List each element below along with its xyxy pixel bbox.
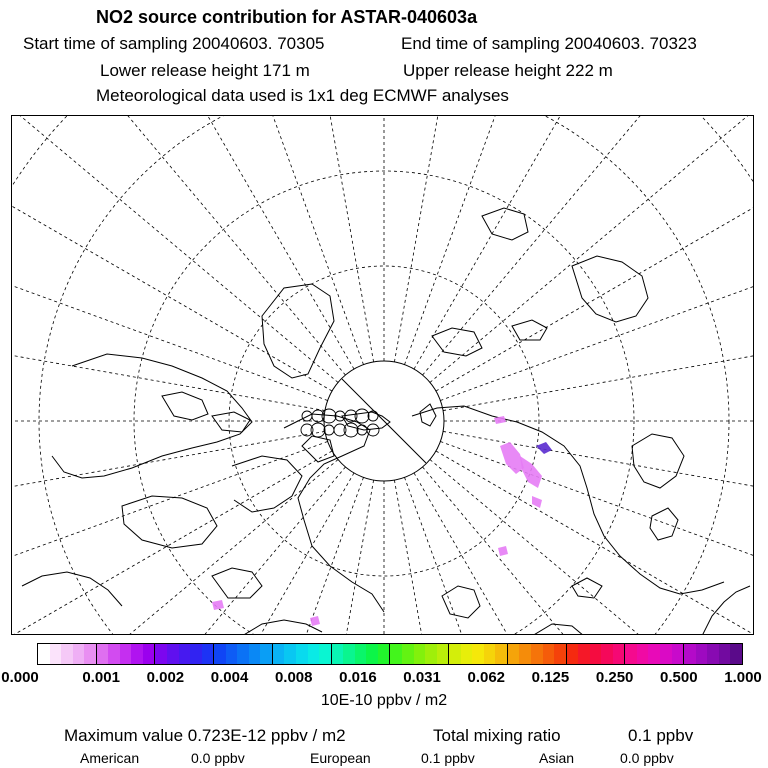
colorbar-tick-label: 0.000: [1, 669, 39, 686]
coastline: [162, 392, 208, 420]
total-mixing-value: 0.1 ppbv: [628, 726, 694, 745]
meridian-line: [12, 116, 338, 382]
colorbar-segment: [155, 644, 167, 664]
colorbar-segment: [260, 644, 273, 664]
european-value: 0.1 ppbv: [421, 750, 475, 766]
coastline: [212, 412, 250, 432]
colorbar-segment: [531, 644, 543, 664]
colorbar-segment: [167, 644, 179, 664]
colorbar-segment: [567, 644, 579, 664]
lat-lon-grid: [12, 116, 753, 634]
source-contribution-areas: [212, 416, 552, 626]
meridian-line: [436, 451, 753, 634]
coastline: [284, 414, 384, 612]
coastline: [442, 586, 480, 618]
colorbar-segment: [590, 644, 602, 664]
meridian-line: [12, 116, 328, 400]
colorbar-segment: [190, 644, 202, 664]
colorbar-segment: [449, 644, 461, 664]
meridian-line: [12, 451, 332, 634]
colorbar-segment: [366, 644, 378, 664]
colorbar-segment: [378, 644, 391, 664]
meridian-line: [12, 467, 345, 634]
colorbar-segment: [273, 644, 285, 664]
maximum-value: Maximum value 0.723E-12 ppbv / m2: [64, 726, 346, 745]
colorbar-segment: [120, 644, 132, 664]
coastline: [650, 508, 678, 540]
colorbar-tick-label: 0.016: [339, 669, 377, 686]
colorbar-segment: [108, 644, 120, 664]
colorbar-tick-label: 0.062: [467, 669, 506, 686]
colorbar-tick-label: 0.500: [660, 669, 698, 686]
colorbar-segment: [696, 644, 708, 664]
latitude-circle: [39, 116, 729, 634]
coastline: [302, 436, 334, 462]
asian-label: Asian: [539, 750, 575, 766]
colorbar-tick-label: 0.002: [146, 669, 185, 686]
meridian-line: [443, 431, 753, 577]
meridian-line: [12, 116, 345, 375]
american-label: American: [80, 750, 140, 766]
colorbar-segment: [601, 644, 613, 664]
contour-ring: [367, 424, 379, 436]
meridian-line: [76, 116, 363, 365]
colorbar-segment: [472, 644, 484, 664]
colorbar-segment: [637, 644, 649, 664]
colorbar-tick-label: 0.008: [274, 669, 313, 686]
coastline: [52, 354, 252, 478]
meridian-line: [12, 265, 325, 411]
colorbar-segment: [730, 644, 742, 664]
meridian-line: [12, 116, 354, 369]
meridian-line: [405, 116, 692, 365]
meridian-line: [440, 116, 753, 400]
start-time-label: Start time of sampling 20040603. 70305: [23, 34, 325, 53]
colorbar-segment: [38, 644, 50, 664]
map-canvas: [12, 116, 753, 634]
colorbar-segment: [179, 644, 191, 664]
coastline: [432, 328, 482, 356]
meridian-line: [12, 442, 328, 634]
colorbar-tick-label: 0.250: [595, 669, 634, 686]
meridian-line: [394, 480, 540, 634]
asian-value: 0.0 ppbv: [620, 750, 674, 766]
colorbar-segment: [437, 644, 450, 664]
meridian-line: [430, 116, 753, 382]
colorbar-segment: [319, 644, 332, 664]
coastline: [482, 208, 528, 240]
colorbar-segment: [461, 644, 473, 664]
colorbar-segment: [202, 644, 215, 664]
coastline: [412, 406, 724, 594]
source-patch: [520, 456, 542, 488]
colorbar-segment: [84, 644, 97, 664]
coastline: [532, 624, 584, 634]
coastline: [242, 620, 322, 634]
meridian-line: [405, 477, 692, 634]
colorbar-units: 10E-10 ppbv / m2: [320, 692, 448, 709]
colorbar-segment: [648, 644, 660, 664]
contour-ring: [324, 425, 334, 435]
colorbar-segment: [684, 644, 696, 664]
end-time-label: End time of sampling 20040603. 70323: [401, 34, 697, 53]
coastline: [632, 434, 684, 488]
source-patch: [212, 600, 224, 610]
met-data-label: Meteorological data used is 1x1 deg ECMWF analyses: [96, 86, 509, 105]
colorbar-segment: [707, 644, 719, 664]
coastline: [572, 578, 602, 598]
colorbar-segment: [332, 644, 344, 664]
colorbar-tick-label: 0.001: [82, 669, 120, 686]
colorbar-tick-label: 1.000: [724, 669, 762, 686]
meridian-line: [12, 473, 354, 634]
coastline: [572, 256, 648, 322]
colorbar-segment: [414, 644, 426, 664]
coastline: [702, 586, 750, 634]
coastline: [122, 496, 217, 548]
colorbar-segment: [554, 644, 567, 664]
coastline: [262, 284, 334, 378]
colorbar-segment: [131, 644, 143, 664]
colorbar-segment: [660, 644, 672, 664]
colorbar-tick-label: 0.031: [403, 669, 441, 686]
colorbar-segment: [578, 644, 590, 664]
map-title: NO2 source contribution for ASTAR-040603a: [96, 7, 478, 27]
colorbar-segment: [390, 644, 402, 664]
meridian-line: [228, 480, 374, 634]
colorbar-segment: [97, 644, 109, 664]
meridian-line: [436, 116, 753, 391]
colorbar-segment: [719, 644, 731, 664]
colorbar-segment: [343, 644, 355, 664]
meridian-line: [394, 116, 540, 362]
colorbar-segment: [143, 644, 156, 664]
colorbar: [37, 643, 743, 665]
coastline: [212, 568, 262, 598]
meridian-line: [423, 116, 753, 375]
colorbar-segment: [214, 644, 226, 664]
coastline: [420, 404, 436, 426]
total-mixing-label: Total mixing ratio: [433, 726, 561, 745]
colorbar-segment: [355, 644, 367, 664]
colorbar-segment: [543, 644, 555, 664]
colorbar-segment: [296, 644, 308, 664]
colorbar-segment: [613, 644, 626, 664]
colorbar-tick-label: 0.004: [210, 669, 249, 686]
polar-map: [11, 115, 754, 635]
colorbar-segment: [625, 644, 637, 664]
meridian-line: [228, 116, 374, 362]
colorbar-segment: [425, 644, 437, 664]
european-label: European: [310, 750, 371, 766]
colorbar-segment: [284, 644, 296, 664]
colorbar-segment: [237, 644, 249, 664]
source-patch: [310, 616, 320, 626]
colorbar-segment: [402, 644, 414, 664]
colorbar-segment: [73, 644, 85, 664]
colorbar-segment: [249, 644, 261, 664]
colorbar-segment: [226, 644, 238, 664]
colorbar-segment: [519, 644, 531, 664]
colorbar-segment: [61, 644, 73, 664]
source-patch: [536, 442, 552, 454]
upper-release-label: Upper release height 222 m: [403, 61, 613, 80]
colorbar-segment: [484, 644, 496, 664]
meridian-line: [12, 431, 325, 577]
source-patch: [532, 496, 542, 508]
source-patch: [498, 546, 508, 556]
colorbar-segment: [308, 644, 320, 664]
colorbar-segment: [50, 644, 62, 664]
meridian-line: [12, 116, 332, 391]
colorbar-segment: [672, 644, 685, 664]
meridian-line: [443, 265, 753, 411]
colorbar-segment: [508, 644, 520, 664]
meridian-line: [440, 442, 753, 634]
colorbar-segment: [495, 644, 508, 664]
lower-release-label: Lower release height 171 m: [100, 61, 310, 80]
american-value: 0.0 ppbv: [191, 750, 245, 766]
colorbar-tick-label: 0.125: [531, 669, 570, 686]
